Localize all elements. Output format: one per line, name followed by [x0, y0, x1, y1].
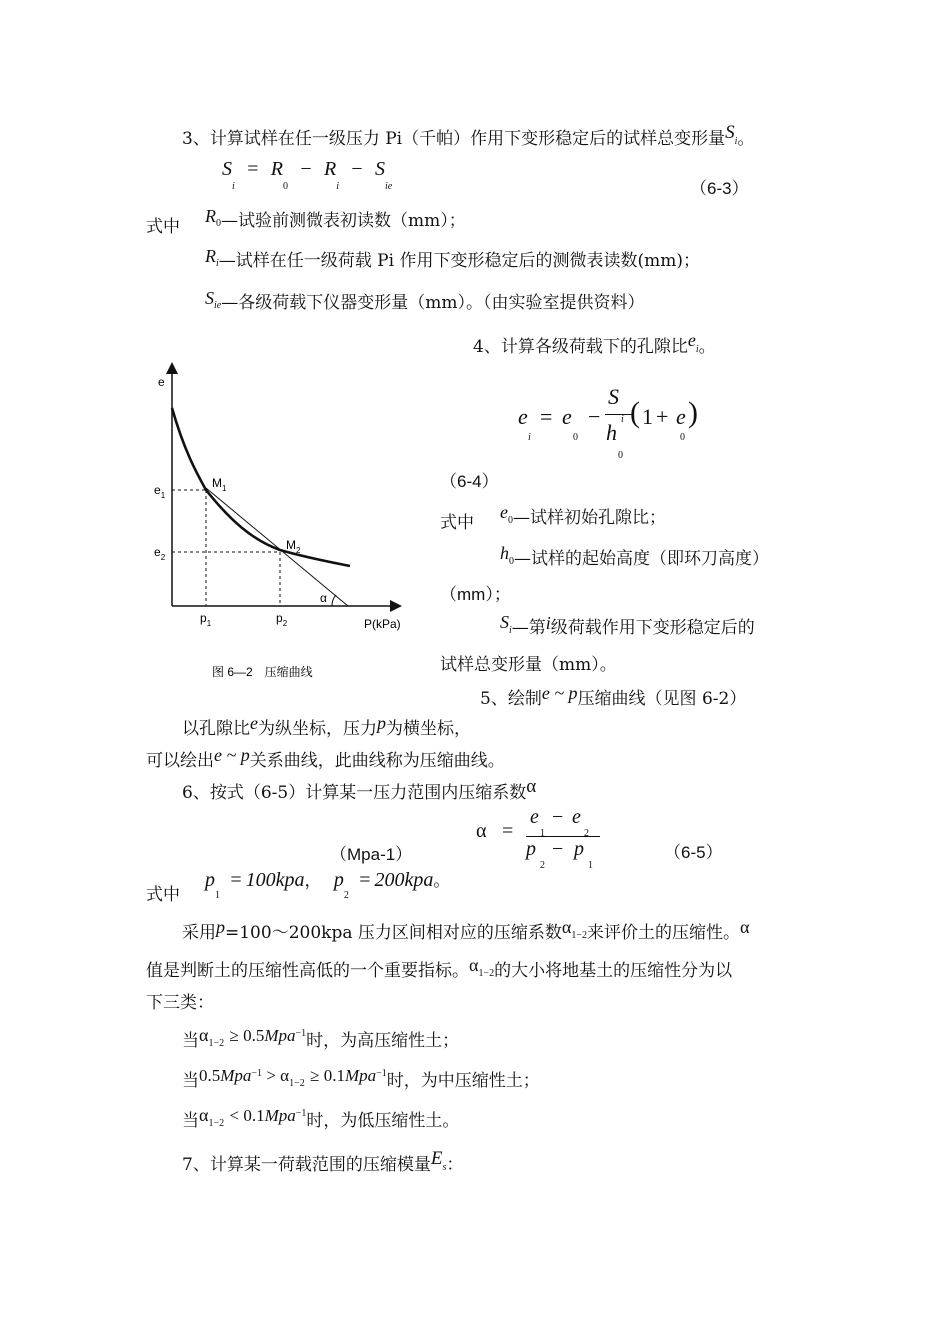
- c1-pre: 当: [182, 1031, 199, 1051]
- s6-para2b: 的大小将地基土的压缩性分为以: [494, 961, 733, 981]
- figure-caption: 图 6—2 压缩曲线: [212, 665, 313, 679]
- c2-inv-a: −1: [251, 1068, 263, 1079]
- y-axis-label: e: [158, 375, 165, 389]
- s5-line2c: 为横坐标，: [386, 719, 471, 739]
- s5-text2: 压缩曲线（见图 6-2）: [577, 689, 747, 709]
- s3-heading: [182, 124, 754, 150]
- c1-math: ≥ 0.5: [229, 1026, 265, 1045]
- c3-math: < 0.1: [229, 1106, 265, 1125]
- s3-text: 3、计算试样在任一级压力 Pi（千帕）作用下变形稳定后的试样总变形量: [182, 129, 726, 149]
- s6-para3: 下三类：: [146, 993, 214, 1013]
- condition-medium: 当0.5Mpa$^{-1}$ > α1−2 ≥ 0.1Mpa$^{-1}$时，为中压缩性土；: [182, 1066, 540, 1091]
- c1-inv: −1: [295, 1028, 307, 1039]
- s5-line3a: 可以绘出: [146, 751, 214, 771]
- s4-def3a-text: —第: [511, 618, 546, 638]
- s4-def-si: Si—第i级荷载作用下变形稳定后的: [500, 612, 755, 638]
- s5-heading: 5、绘制e ~ p压缩曲线（见图 6-2）: [480, 683, 747, 709]
- s3-def-sie: Sie—各级荷载下仪器变形量（mm）。（由实验室提供资料）: [205, 288, 645, 313]
- compression-curve-figure: [140, 360, 420, 690]
- s6-where: 式中: [146, 885, 180, 905]
- equation-6-5: α = e 1 − e 2 p 2 − p 1: [476, 806, 616, 876]
- equation-6-4: e i = e 0 − S i h 0 ( 1 + e 0 ): [518, 384, 698, 461]
- s6-para1c: 来评价土的压缩性。: [586, 923, 740, 943]
- s3-end: 。: [737, 129, 755, 149]
- s4-where: 式中: [440, 513, 474, 533]
- s5-line3: 可以绘出e ~ p关系曲线，此曲线称为压缩曲线。: [146, 745, 505, 771]
- secant-line: [206, 488, 348, 606]
- alpha-arc: [332, 595, 336, 606]
- s3-def-ri: Ri—试样在任一级荷载 Pi 作用下变形稳定后的测微表读数(mm)；: [205, 246, 700, 271]
- c1-post: 时，为高压缩性土；: [306, 1031, 460, 1051]
- x-axis-label: P(kPa): [364, 617, 401, 631]
- eq-6-4-label: （6-4）: [440, 472, 499, 491]
- s4-end: 。: [698, 337, 716, 357]
- compression-curve: [172, 408, 350, 566]
- s6-para1: 采用p=100～200kpa 压力区间相对应的压缩系数α1−2来评价土的压缩性。α: [182, 917, 750, 943]
- s3-def3-text: —各级荷载下仪器变形量（mm）。（由实验室提供资料）: [221, 293, 645, 313]
- s5-line3b: 关系曲线，此曲线称为压缩曲线。: [249, 751, 505, 771]
- s6-para2: 值是判断土的压缩性高低的一个重要指标。α1−2的大小将地基土的压缩性分为以: [146, 955, 733, 981]
- c2-unit-b: Mpa: [344, 1066, 377, 1085]
- s5-text1: 5、绘制: [480, 689, 542, 709]
- s6-pressure-range: $p_1 = 100kpa$， $p_2 = 200kpa$。: [205, 869, 451, 901]
- c3-post: 时，为低压缩性土。: [306, 1111, 460, 1131]
- condition-high: 当α1−2 ≥ 0.5Mpa$^{-1}$时，为高压缩性土；: [182, 1025, 460, 1051]
- s6-end: 。: [433, 871, 451, 891]
- s4-def1-text: —试样初始孔隙比；: [513, 508, 666, 528]
- s5-line2: 以孔隙比e为纵坐标，压力p为横坐标，: [182, 713, 471, 739]
- s7-text: 7、计算某一荷载范围的压缩模量: [182, 1155, 431, 1175]
- s6-sep: ，: [304, 871, 322, 891]
- s6-unit: （Mpa-1）: [330, 845, 413, 864]
- c2-math1: 0.5: [199, 1066, 221, 1085]
- s4-def-e0: e0—试样初始孔隙比；: [500, 502, 666, 528]
- s5-line2a: 以孔隙比: [182, 719, 250, 739]
- c1-sub: 1−2: [208, 1038, 225, 1049]
- c2-mid: ≥ 0.1: [310, 1066, 345, 1085]
- eq-6-5-label: （6-5）: [664, 843, 723, 862]
- s6-para1b: =100～200kpa 压力区间相对应的压缩系数: [225, 923, 562, 943]
- c2-unit-a: Mpa: [220, 1066, 252, 1085]
- c3-inv: −1: [295, 1108, 307, 1119]
- c2-inv-b: −1: [376, 1068, 387, 1079]
- s3-symbol: S: [725, 122, 735, 143]
- c3-unit: Mpa: [264, 1106, 296, 1125]
- s3-def-r0: R0—试验前测微表初读数（mm）；: [205, 206, 466, 231]
- c1-unit: Mpa: [264, 1026, 296, 1045]
- p1-value: 100kpa: [245, 869, 305, 891]
- p1-label: $p_1$: [200, 611, 212, 628]
- s5-line2b: 为纵坐标，压力: [258, 719, 377, 739]
- c3-pre: 当: [182, 1111, 199, 1131]
- s7-heading: [182, 1150, 463, 1176]
- s4-def2a-text: —试样的起始高度（即环刀高度）: [514, 549, 769, 569]
- s6-para1a: 采用: [182, 923, 216, 943]
- s3-where: 式中: [146, 217, 180, 237]
- s7-symbol-sub: s: [442, 1162, 447, 1173]
- s7-symbol: E: [430, 1148, 443, 1169]
- sub12-b: 1−2: [478, 968, 495, 979]
- s6-text: 6、按式（6-5）计算某一压力范围内压缩系数: [182, 783, 527, 803]
- e1-label: $e_1$: [154, 483, 166, 500]
- s4-def-h0: h0—试样的起始高度（即环刀高度）: [500, 543, 769, 569]
- s3-def1-text: —试验前测微表初读数（mm）；: [221, 211, 466, 231]
- condition-low: 当α1−2 < 0.1Mpa$^{-1}$时，为低压缩性土。: [182, 1105, 460, 1131]
- c3-sub: 1−2: [208, 1118, 225, 1129]
- e2-label: $e_2$: [154, 545, 166, 562]
- p2-label: $p_2$: [276, 611, 288, 628]
- s6-para2a: 值是判断土的压缩性高低的一个重要指标。: [146, 961, 469, 981]
- m2-label: $M_2$: [286, 538, 301, 555]
- s3-symbol-sub: i: [734, 136, 738, 147]
- s4-def3c: 试样总变形量（mm）。: [440, 655, 617, 675]
- sub12-a: 1−2: [571, 930, 587, 941]
- c2-pre: 当: [182, 1071, 199, 1091]
- c2-sub: 1−2: [289, 1078, 305, 1089]
- equation-6-3: $S_i = R_0 - R_i - S_{ie}$: [222, 158, 393, 192]
- s4-def3b-text: 级荷载作用下变形稳定后的: [550, 618, 755, 638]
- s4-def2b: （mm）；: [440, 585, 511, 604]
- alpha-label: α: [320, 591, 327, 605]
- c2-post: 时，为中压缩性土；: [386, 1071, 540, 1091]
- s6-heading: 6、按式（6-5）计算某一压力范围内压缩系数α: [182, 776, 537, 803]
- p2-value: 200kpa: [374, 869, 434, 891]
- eq-6-3-label: （6-3）: [690, 179, 749, 198]
- s4-heading: 4、计算各级荷载下的孔隙比ei。: [473, 330, 716, 357]
- m1-label: $M_1$: [212, 476, 227, 493]
- s7-end: ：: [446, 1155, 464, 1175]
- s3-def2-text: —试样在任一级荷载 Pi 作用下变形稳定后的测微表读数(mm)；: [218, 251, 700, 271]
- s4-text: 4、计算各级荷载下的孔隙比: [473, 337, 688, 357]
